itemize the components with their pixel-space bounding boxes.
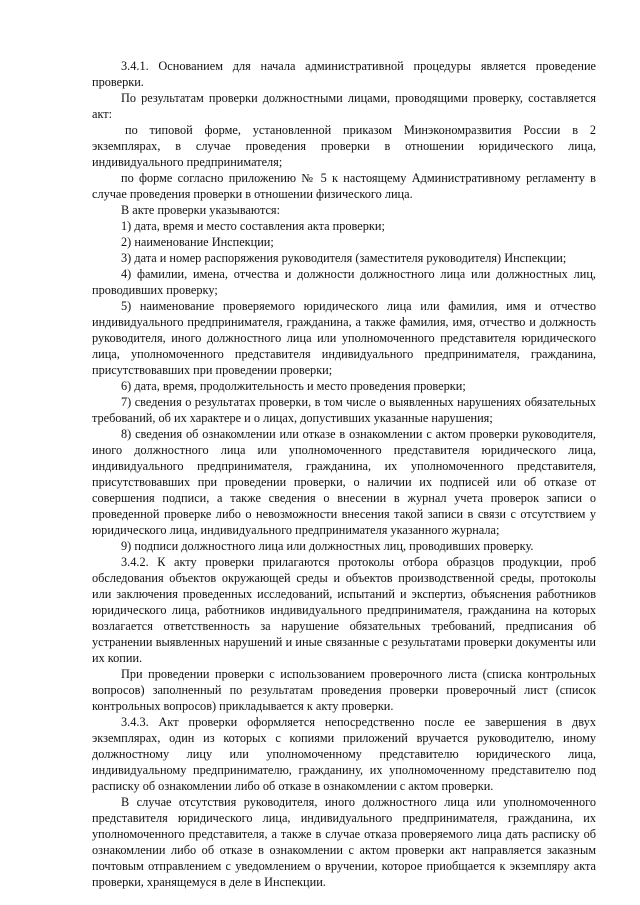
paragraph-3-4-1: 3.4.1. Основанием для начала административной процедуры является проведение проверки.: [92, 59, 596, 89]
list-item-9: 9) подписи должностного лица или должностных лиц, проводивших проверку.: [121, 539, 534, 553]
paragraph-3-4-3: 3.4.3. Акт проверки оформляется непосредственно после ее завершения в двух экземплярах, один из которых с копиями приложений вручается руководителю, иному должностному лицу или уполномоченному представителю юридического лица, индивидуальному предпринимателю, гражданину, их уполномоченному представителю под расписку об ознакомлении либо об отказе в ознакомлении с актом проверки.: [92, 715, 596, 793]
list-item-8: 8) сведения об ознакомлении или отказе в ознакомлении с актом проверки руководителя, иного должностного лица или уполномоченного представителя юридического лица, индивидуального предпринимателя, гражданина, их уполномоченного представителя, присутствовавших при проведении проверки, о наличии их подписей или об отказе от совершения подписи, а также сведения о внесении в журнал учета проверок записи о проведенной проверке либо о невозможности внесения такой записи в связи с отсутствием у юридического лица, индивидуального предпринимателя указанного журнала;: [92, 427, 596, 537]
list-item-4: 4) фамилии, имена, отчества и должности должностного лица или должностных лиц, проводивших проверку;: [92, 267, 596, 297]
list-item-7: 7) сведения о результатах проверки, в том числе о выявленных нарушениях обязательных требований, об их характере и о лицах, допустивших указанные нарушения;: [92, 395, 596, 425]
paragraph-standard-form: по типовой форме, установленной приказом Минэкономразвития России в 2 экземплярах, в случае проведения проверки в отношении юридического лица, индивидуального предпринимателя;: [92, 123, 596, 169]
document-page: [92, 58, 596, 890]
list-item-2: 2) наименование Инспекции;: [121, 235, 274, 249]
paragraph-appendix-5-form: по форме согласно приложению № 5 к настоящему Административному регламенту в случае проведения проверки в отношении физического лица.: [92, 171, 596, 201]
paragraph-absence-case: В случае отсутствия руководителя, иного должностного лица или уполномоченного представителя юридического лица, индивидуального предпринимателя, гражданина, их уполномоченного представителя, а также в случае отказа проверяемого лица дать расписку об ознакомлении либо об отказе в ознакомлении с актом проверки акт направляется заказным почтовым отправлением с уведомлением о вручении, которое приобщается к экземпляру акта проверки, хранящемуся в деле в Инспекции.: [92, 795, 596, 889]
list-item-5: 5) наименование проверяемого юридического лица или фамилия, имя и отчество индивидуального предпринимателя, гражданина, а также фамилия, имя, отчество и должность руководителя, иного должностного лица или уполномоченного представителя юридического лица, уполномоченного представителя индивидуального предпринимателя, гражданина, присутствовавших при проведении проверки;: [92, 299, 596, 377]
paragraph-act-contents-intro: В акте проверки указываются:: [121, 203, 280, 217]
list-item-6: 6) дата, время, продолжительность и место проведения проверки;: [121, 379, 466, 393]
paragraph-checklist: При проведении проверки с использованием проверочного листа (списка контрольных вопросов) заполненный по результатам проведения проверки проверочный лист (список контрольных вопросов) прикладывается к акту проверки.: [92, 667, 596, 713]
paragraph-act-drawn-up: По результатам проверки должностными лицами, проводящими проверку, составляется акт:: [92, 91, 596, 121]
paragraph-3-4-2: 3.4.2. К акту проверки прилагаются протоколы отбора образцов продукции, проб обследования объектов окружающей среды и объектов производственной среды, протоколы или заключения проведенных исследований, испытаний и экспертиз, объяснения работников юридического лица, работников индивидуального предпринимателя, гражданина на которых возлагается ответственность за нарушение обязательных требований, предписания об устранении выявленных нарушений и иные связанные с результатами проверки документы или их копии.: [92, 555, 596, 665]
list-item-1: 1) дата, время и место составления акта проверки;: [121, 219, 385, 233]
list-item-3: 3) дата и номер распоряжения руководителя (заместителя руководителя) Инспекции;: [121, 251, 567, 265]
